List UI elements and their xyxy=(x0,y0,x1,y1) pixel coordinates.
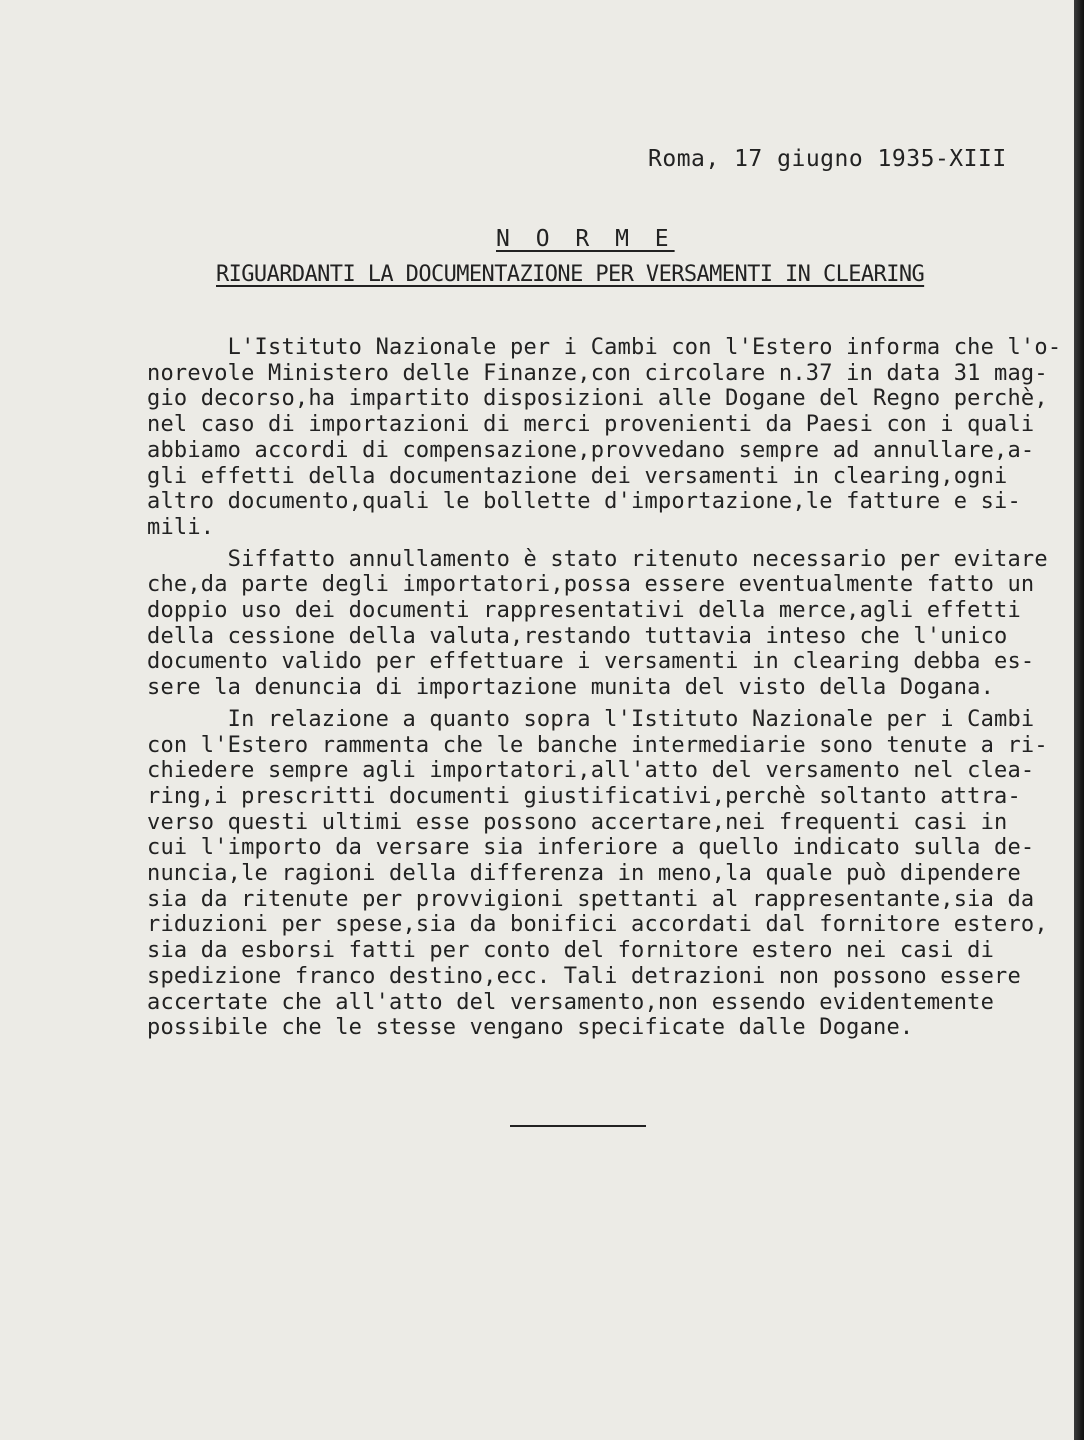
paragraph-1 xyxy=(147,335,1062,541)
text-line: spedizione franco destino,ecc. Tali detrazioni non possono essere xyxy=(147,963,1021,989)
text-line: nel caso di importazioni di merci provenienti da Paesi con i quali xyxy=(147,412,1035,438)
text-line: che,da parte degli importatori,possa essere eventualmente fatto un xyxy=(147,572,1035,598)
text-line: chiedere sempre agli importatori,all'atto del versamento nel clea- xyxy=(147,758,1035,784)
text-line: norevole Ministero delle Finanze,con circolare n.37 in data 31 mag- xyxy=(147,360,1048,386)
page-edge-shadow xyxy=(1074,0,1084,1440)
text-line: altro documento,quali le bollette d'importazione,le fatture e si- xyxy=(147,489,1021,515)
text-line: ring,i prescritti documenti giustificativi,perchè soltanto attra- xyxy=(147,783,1021,809)
document-subtitle: RIGUARDANTI LA DOCUMENTAZIONE PER VERSAMENTI IN CLEARING xyxy=(216,262,925,287)
text-line: verso questi ultimi esse possono accertare,nei frequenti casi in xyxy=(147,809,1008,835)
date-line: Roma, 17 giugno 1935-XIII xyxy=(648,146,1007,172)
closing-rule xyxy=(510,1125,646,1127)
text-line: sia da esborsi fatti per conto del fornitore estero nei casi di xyxy=(147,938,995,964)
text-line: sere la denuncia di importazione munita del visto della Dogana. xyxy=(147,675,995,701)
document-title: N O R M E xyxy=(496,226,675,252)
paragraph-3 xyxy=(147,707,1047,1041)
text-line: abbiamo accordi di compensazione,provvedano sempre ad annullare,a- xyxy=(147,437,1035,463)
text-line: nuncia,le ragioni della differenza in meno,la quale può dipendere xyxy=(147,861,1021,887)
text-line: L'Istituto Nazionale per i Cambi con l'Estero informa che l'o- xyxy=(147,335,1062,360)
text-line: Siffatto annullamento è stato ritenuto necessario per evitare xyxy=(147,546,1048,572)
text-line: gli effetti della documentazione dei versamenti in clearing,ogni xyxy=(147,463,1008,489)
text-line: mili. xyxy=(147,514,215,540)
text-line: In relazione a quanto sopra l'Istituto Nazionale per i Cambi xyxy=(147,706,1035,732)
text-line: accertate che all'atto del versamento,non essendo evidentemente xyxy=(147,989,995,1015)
text-line: con l'Estero rammenta che le banche intermediarie sono tenute a ri- xyxy=(147,732,1048,758)
text-line: possibile che le stesse vengano specificate dalle Dogane. xyxy=(147,1015,914,1041)
text-line: documento valido per effettuare i versamenti in clearing debba es- xyxy=(147,649,1035,675)
text-line: cui l'importo da versare sia inferiore a quello indicato sulla de- xyxy=(147,835,1035,861)
text-line: riduzioni per spese,sia da bonifici accordati dal fornitore estero, xyxy=(147,912,1048,938)
document-body xyxy=(147,335,1062,1047)
text-line: gio decorso,ha impartito disposizioni alle Dogane del Regno perchè, xyxy=(147,386,1048,412)
text-line: sia da ritenute per provvigioni spettanti al rappresentante,sia da xyxy=(147,886,1035,912)
paragraph-2 xyxy=(147,547,1047,701)
text-line: della cessione della valuta,restando tuttavia inteso che l'unico xyxy=(147,623,1008,649)
text-line: doppio uso dei documenti rappresentativi della merce,agli effetti xyxy=(147,598,1021,624)
